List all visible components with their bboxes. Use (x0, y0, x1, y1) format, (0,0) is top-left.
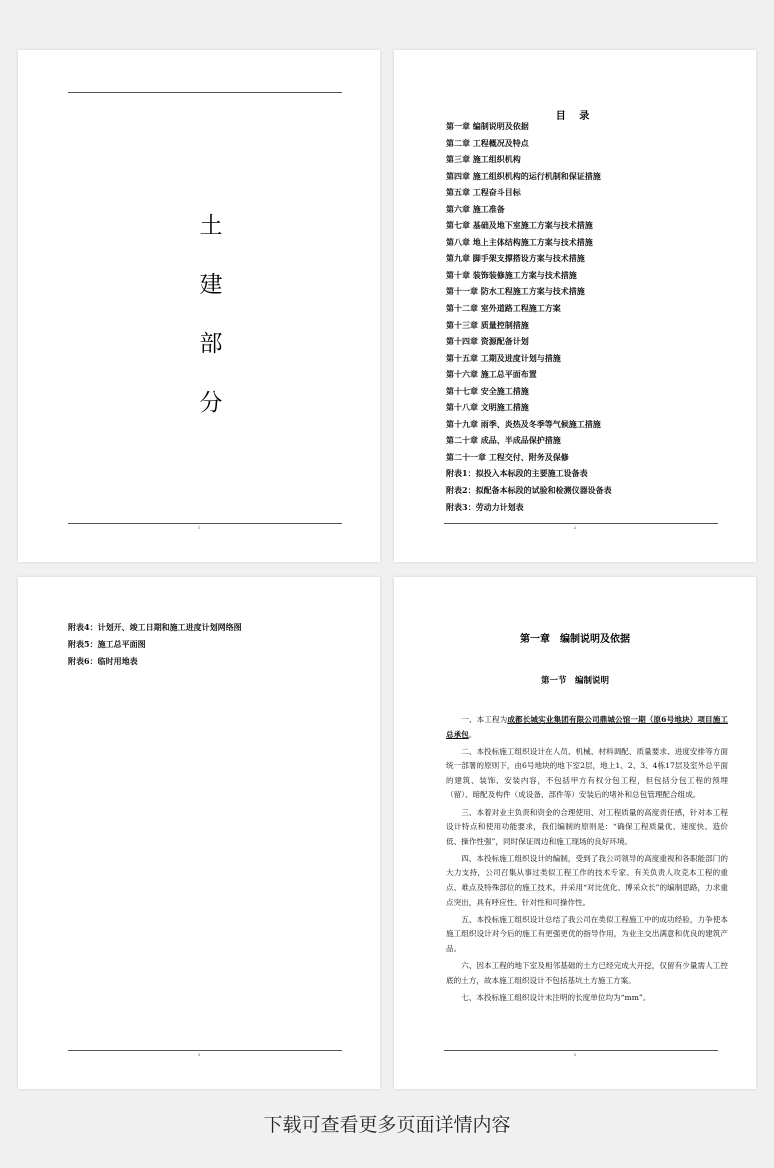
download-caption: 下载可查看更多页面详情内容 (263, 1114, 511, 1136)
footer-rule (444, 523, 718, 524)
paragraph (446, 713, 728, 742)
chapter-body (446, 713, 728, 1008)
section-title: 第一节 编制说明 (540, 676, 609, 686)
toc-entry: 第十六章 施工总平面布置 (446, 369, 537, 380)
toc-entry: 第一章 编制说明及依据 (446, 121, 529, 131)
page-number: 3 (197, 1052, 201, 1057)
toc-entry: 第十一章 防水工程施工方案与技术措施 (446, 286, 585, 297)
page-number: 5 (573, 1052, 577, 1057)
toc-entry: 第四章 施工组织机构的运行机制和保证措施 (446, 170, 601, 181)
paragraph: 六、因本工程的地下室及相邻基础的土方已经完成大开挖，仅留有少量需人工控底的土方，故本施工组织设计不包括基坑土方施工方案。 (446, 961, 728, 985)
toc-entry: 第二十一章 工程交付、附务及保修 (446, 451, 569, 462)
paragraph: 二、本投标施工组织设计在人员、机械、材料调配、质量要求、进度安排等方面统一部署的原则下，由6号地块的地下室2层，地上1、2、3、4栋17层及室外总平面的建筑、装饰、安装内容，不包括甲方有权分包工程，但包括分包工程的预埋（留）、暗配及构件（成设备、部件等）安装后的堵补和总包管理配合组成。 (446, 746, 728, 800)
page-number: 1 (197, 525, 201, 530)
toc-list (446, 118, 612, 515)
paragraph-text: 一、本工程为 (461, 715, 508, 724)
toc-entry: 附表5：施工总平面图 (68, 639, 146, 649)
footer-rule (444, 1050, 718, 1051)
cover-page (18, 50, 380, 562)
toc-entry: 附表1：拟投入本标段的主要施工设备表 (446, 468, 588, 479)
footer-rule (68, 523, 342, 524)
toc-entry: 第二十章 成品、半成品保护措施 (446, 435, 561, 446)
toc-entry: 第九章 脚手架支撑搭设方案与技术措施 (446, 253, 585, 264)
paragraph: 三、本着对业主负责和资金的合理使用、对工程质量的高度责任感，针对本工程设计特点和使用功能要求，我们编制的原则是：“确保工程质量优、速度快、造价低、操作性强”，同时保证周边和施工现场的良好环境。 (446, 807, 728, 846)
toc-continued-page (18, 577, 380, 1089)
toc-entry: 第十三章 质量控制措施 (446, 319, 529, 330)
cover-char: 建 (199, 272, 223, 298)
toc-entry: 附表6：临时用地表 (68, 656, 138, 666)
paragraph-text: 。 (468, 729, 477, 739)
cover-char: 土 (199, 213, 223, 239)
header-rule (68, 92, 342, 93)
toc-entry: 第十四章 资源配备计划 (446, 336, 529, 347)
toc-entry: 第三章 施工组织机构 (446, 154, 521, 165)
toc-entry: 附表3：劳动力计划表 (446, 501, 524, 512)
paragraph: 四、本投标施工组织设计的编制，受到了我公司领导的高度重视和各职能部门的大力支持，公司召集从事过类似工程工作的技术专家、有关负责人攻克本工程的重点、难点及特殊部位的施工技术，并采用“对比优化、博采众长”的编制思路，力求重点突出，具有呼应性、针对性和可操作性。 (446, 853, 728, 907)
cover-char: 分 (199, 390, 223, 416)
toc-page (394, 50, 756, 562)
chapter-title: 第一章 编制说明及依据 (520, 634, 630, 645)
toc-continued-list (68, 619, 242, 670)
project-name-highlight: 成都长城实业集团有限公司鼎城公馆一期（原6号地块）项目施工总承包 (446, 715, 729, 739)
toc-entry: 附表2：拟配备本标段的试验和检测仪器设备表 (446, 485, 612, 496)
cover-char: 部 (199, 331, 223, 357)
toc-entry: 附表4：计划开、竣工日期和施工进度计划网络图 (68, 622, 242, 632)
toc-entry: 第八章 地上主体结构施工方案与技术措施 (446, 236, 593, 247)
toc-entry: 第十七章 安全施工措施 (446, 385, 529, 396)
toc-entry: 第十二章 室外道路工程施工方案 (446, 303, 561, 314)
chapter-page (394, 577, 756, 1089)
toc-entry: 第五章 工程奋斗目标 (446, 187, 521, 198)
paragraph: 七、本投标施工组织设计未注明的长度单位均为“mm”。 (461, 992, 651, 1002)
toc-entry: 第七章 基础及地下室施工方案与技术措施 (446, 220, 593, 231)
toc-entry: 第十章 装饰装修施工方案与技术措施 (446, 269, 577, 280)
toc-entry: 第十八章 文明施工措施 (446, 402, 529, 413)
toc-entry: 第十五章 工期及进度计划与措施 (446, 352, 561, 363)
toc-entry: 第六章 施工准备 (446, 203, 505, 214)
toc-entry: 第十九章 雨季、炎热及冬季等气候施工措施 (446, 418, 601, 429)
paragraph: 五、本投标施工组织设计总结了我公司在类似工程施工中的成功经验，力争使本施工组织设计对今后的施工有更强更优的指导作用，为业主交出满意和优良的建筑产品。 (446, 914, 728, 953)
toc-entry: 第二章 工程概况及特点 (446, 137, 529, 148)
cover-title (196, 215, 226, 451)
footer-rule (68, 1050, 342, 1051)
toc-title: 目 录 (555, 111, 595, 122)
page-number: 2 (573, 525, 577, 530)
